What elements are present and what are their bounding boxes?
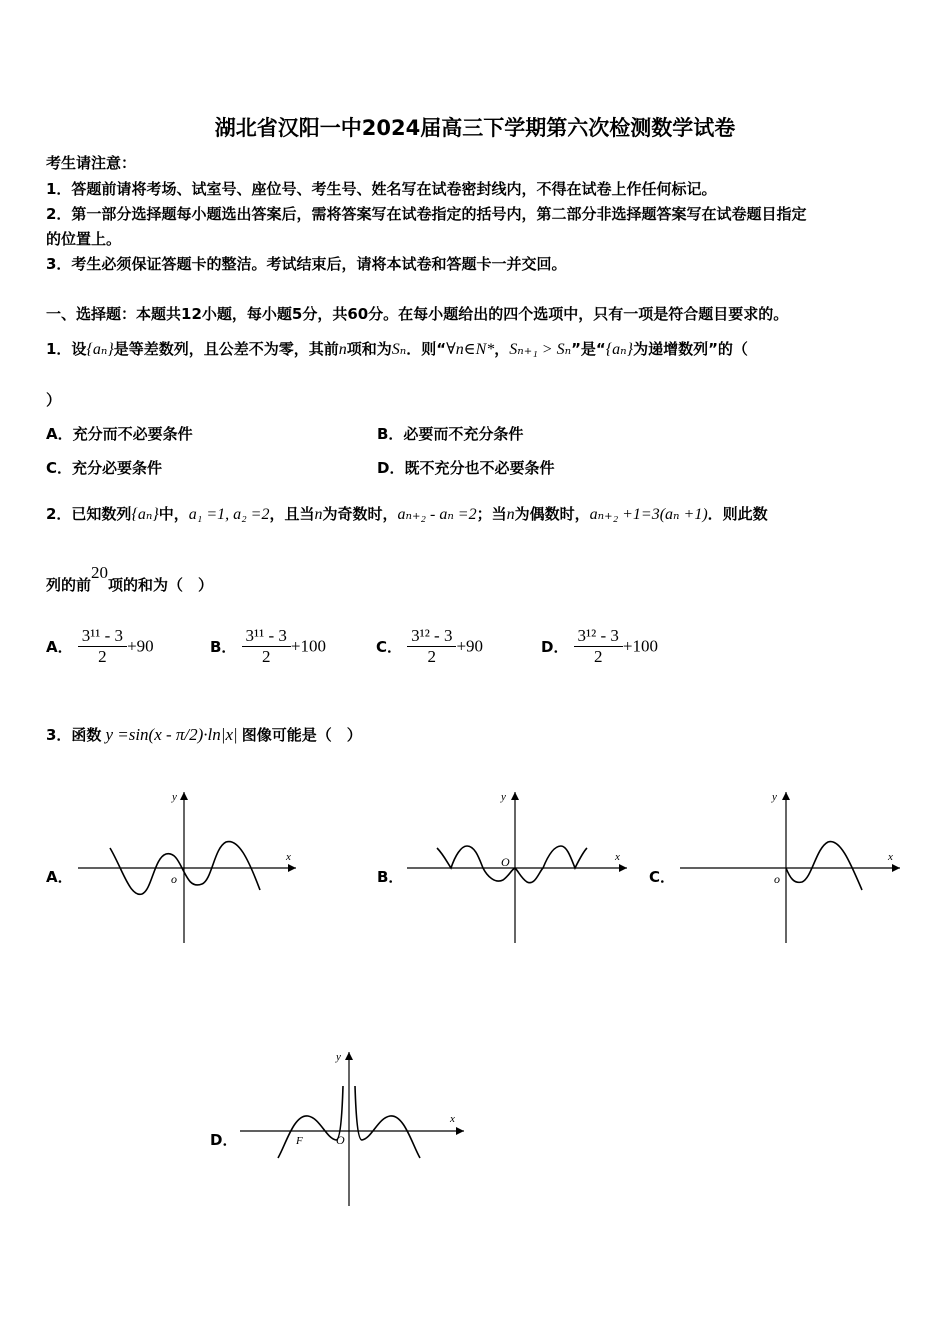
y-axis-arrow-icon	[345, 1052, 353, 1060]
q2-line-2a: 列的前	[46, 576, 92, 594]
q2-option-b	[210, 626, 326, 667]
y-axis-arrow-icon	[180, 792, 188, 800]
q2-text-1: 中，	[158, 505, 189, 523]
q1-num: 1．设	[46, 340, 87, 358]
y-label: y	[772, 791, 777, 803]
y-label: y	[501, 791, 506, 803]
x-label: x	[888, 851, 893, 863]
y-axis-arrow-icon	[782, 792, 790, 800]
origin-label: O	[336, 1133, 345, 1147]
q3-option-b-label: B．	[377, 868, 404, 886]
q1-an: {aₙ}	[86, 341, 114, 358]
q2-option-a-num: 3¹¹ - 3	[78, 626, 127, 647]
q3-graph-d	[236, 1048, 468, 1210]
q2-option-b-label: B．	[210, 638, 237, 656]
q2-text-4: ；当	[476, 505, 507, 523]
q2-twenty: 20	[91, 563, 109, 582]
q2-text-6: ．则此数	[707, 505, 768, 523]
q3-num: 3．函数	[46, 726, 102, 744]
q2-text-5: 为偶数时，	[514, 505, 590, 523]
q1-comma: ，	[494, 340, 510, 358]
question-2	[46, 503, 768, 524]
notice-item-2: 2．第一部分选择题每小题选出答案后，需将答案写在试卷指定的括号内，第二部分非选择题答案写在试卷题目指定	[46, 205, 807, 223]
q1-text-4: ”是“	[571, 340, 606, 358]
q1-option-d: D．既不充分也不必要条件	[377, 459, 555, 477]
q2-option-d-num: 3¹² - 3	[574, 626, 623, 647]
q2-num: 2．已知数列	[46, 505, 132, 523]
q2-option-a-add: +90	[127, 636, 154, 656]
q1-forall: ∀n∈N*	[446, 341, 495, 358]
q2-option-b-num: 3¹¹ - 3	[242, 626, 291, 647]
q1-close-paren: ）	[46, 391, 62, 409]
notice-item-1: 1．答题前请将考场、试室号、座位号、考生号、姓名写在试卷密封线内，不得在试卷上作任何标记。	[46, 180, 717, 198]
q2-option-b-fraction	[242, 626, 291, 667]
y-axis-arrow-icon	[511, 792, 519, 800]
q2-option-d-label: D．	[541, 638, 569, 656]
q1-ineq: Sₙ₊₁ > Sₙ	[509, 341, 572, 358]
q2-option-a-label: A．	[46, 638, 73, 656]
x-label: x	[615, 851, 620, 863]
q2-init: a₁ =1, a₂ =2	[188, 506, 270, 523]
q2-option-c-num: 3¹² - 3	[407, 626, 456, 647]
x-axis-arrow-icon	[288, 864, 296, 872]
q3-option-d-label: D．	[210, 1131, 238, 1149]
q2-option-a	[46, 626, 154, 667]
x-label: x	[286, 851, 291, 863]
q1-text-2: 项和为	[346, 340, 392, 358]
q2-option-c	[376, 626, 483, 667]
x-axis-arrow-icon	[456, 1127, 464, 1135]
curve-left	[278, 1086, 343, 1158]
page-title: 湖北省汉阳一中2024届高三下学期第六次检测数学试卷	[214, 116, 736, 140]
q1-option-b: B．必要而不充分条件	[377, 425, 524, 443]
question-3	[46, 724, 362, 745]
q3-graph-a	[74, 788, 304, 948]
q3-graph-c	[676, 788, 906, 948]
q2-option-c-fraction	[407, 626, 456, 667]
q2-option-d	[541, 626, 658, 667]
q3-tail: 图像可能是（ ）	[241, 726, 362, 744]
origin-label: o	[171, 872, 177, 886]
q3-graph-b	[405, 788, 635, 948]
q3-formula: y =sin(x - π/2)·ln|x|	[105, 725, 238, 744]
x-label: x	[450, 1113, 455, 1125]
y-label: y	[172, 791, 177, 803]
q1-option-a: A．充分而不必要条件	[46, 425, 193, 443]
q1-sn: Sₙ	[391, 341, 407, 358]
curve	[786, 842, 862, 890]
section-heading: 一、选择题：本题共12小题，每小题5分，共60分。在每小题给出的四个选项中，只有一项是符合题目要求的。	[46, 305, 789, 323]
q2-option-c-den: 2	[427, 647, 437, 666]
q2-option-a-fraction	[78, 626, 127, 667]
q2-option-d-den: 2	[593, 647, 603, 666]
q1-option-c: C．充分必要条件	[46, 459, 163, 477]
x-axis-arrow-icon	[619, 864, 627, 872]
q2-text-2: ，且当	[269, 505, 315, 523]
q2-option-d-fraction	[574, 626, 623, 667]
notice-item-3: 3．考生必须保证答题卡的整洁。考试结束后，请将本试卷和答题卡一并交回。	[46, 255, 567, 273]
q2-option-b-add: +100	[290, 636, 326, 656]
q1-text-5: 为递增数列”的（	[633, 340, 748, 358]
notice-heading: 考生请注意：	[46, 154, 137, 172]
q3-option-a-label: A．	[46, 868, 73, 886]
curve-right	[355, 1086, 420, 1158]
curve	[437, 846, 587, 883]
q2-text-3: 为奇数时，	[322, 505, 398, 523]
q2-line-2b: 项的和为（ ）	[108, 576, 214, 594]
question-1	[46, 338, 748, 359]
q2-n-2: n	[506, 506, 515, 523]
q2-odd-rule: aₙ₊₂ - aₙ =2	[397, 506, 477, 523]
q2-option-b-den: 2	[261, 647, 271, 666]
origin-label: o	[774, 872, 780, 886]
q1-text-3: ．则“	[406, 340, 447, 358]
x-axis-arrow-icon	[892, 864, 900, 872]
q2-option-c-add: +90	[456, 636, 484, 656]
q2-n-1: n	[314, 506, 323, 523]
q2-even-rule: aₙ₊₂ +1=3(aₙ +1)	[589, 506, 708, 523]
q1-text-1: 是等差数列，且公差不为零，其前	[113, 340, 339, 358]
q2-option-a-den: 2	[98, 647, 107, 666]
f-label: F	[296, 1135, 303, 1147]
y-label: y	[336, 1051, 341, 1063]
origin-label: O	[501, 855, 510, 869]
q2-option-d-add: +100	[622, 636, 658, 656]
q2-option-c-label: C．	[376, 638, 403, 656]
q2-line-2	[46, 563, 214, 595]
q1-an-2: {aₙ}	[605, 341, 634, 358]
notice-item-2-cont: 的位置上。	[46, 230, 122, 248]
q2-an: {aₙ}	[131, 506, 159, 523]
q3-option-c-label: C．	[649, 868, 676, 886]
q1-n: n	[338, 341, 347, 358]
